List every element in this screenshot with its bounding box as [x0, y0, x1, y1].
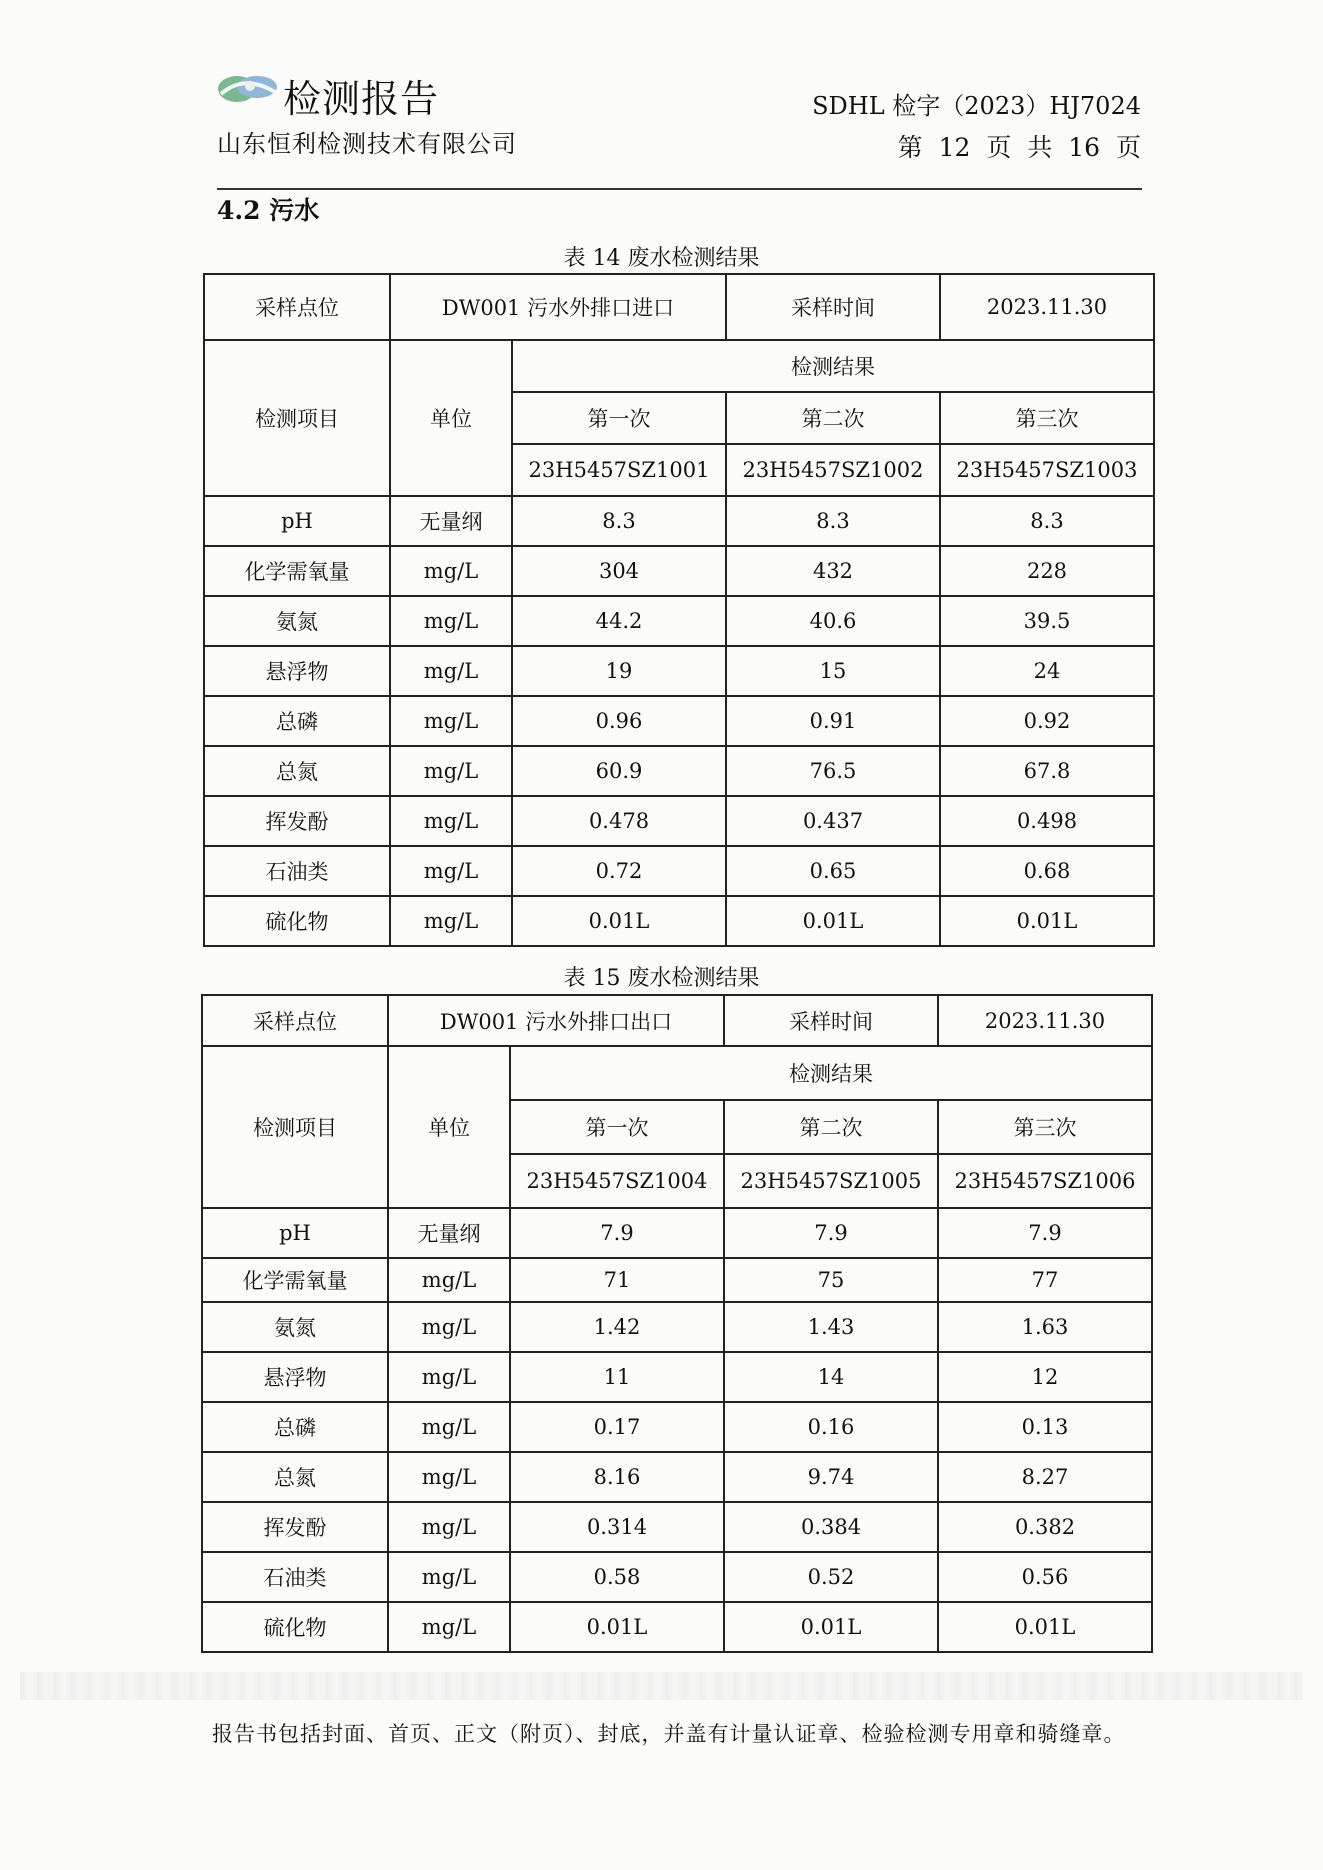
unit-cell: mg/L: [390, 596, 512, 646]
item-cell: 石油类: [202, 1552, 388, 1602]
round-header: 第三次: [940, 392, 1154, 444]
value-cell: 75: [724, 1258, 938, 1302]
round-header: 第三次: [938, 1100, 1152, 1154]
value-cell: 228: [940, 546, 1154, 596]
value-cell: 0.92: [940, 696, 1154, 746]
value-cell: 7.9: [724, 1208, 938, 1258]
results-header: 检测结果: [512, 340, 1154, 392]
value-cell: 14: [724, 1352, 938, 1402]
value-cell: 0.01L: [726, 896, 940, 946]
item-cell: 氨氮: [202, 1302, 388, 1352]
item-cell: 化学需氧量: [202, 1258, 388, 1302]
sample-id: 23H5457SZ1003: [940, 444, 1154, 496]
sampling-time-value: 2023.11.30: [940, 274, 1154, 340]
value-cell: 7.9: [938, 1208, 1152, 1258]
sampling-point-label: 采样点位: [204, 274, 390, 340]
value-cell: 8.3: [512, 496, 726, 546]
table-row: [202, 1352, 1152, 1402]
results-table-inlet: [203, 273, 1155, 947]
value-cell: 0.478: [512, 796, 726, 846]
unit-cell: mg/L: [388, 1302, 510, 1352]
value-cell: 0.96: [512, 696, 726, 746]
table-row: [204, 646, 1154, 696]
item-cell: 挥发酚: [202, 1502, 388, 1552]
report-number: SDHL 检字（2023）HJ7024: [812, 92, 1141, 120]
value-cell: 39.5: [940, 596, 1154, 646]
table-row: [202, 1208, 1152, 1258]
footer-note: 报告书包括封面、首页、正文（附页）、封底，并盖有计量认证章、检验检测专用章和骑缝章。: [212, 1722, 1126, 1746]
value-cell: 0.17: [510, 1402, 724, 1452]
unit-cell: mg/L: [390, 696, 512, 746]
value-cell: 12: [938, 1352, 1152, 1402]
item-cell: 悬浮物: [202, 1352, 388, 1402]
table-row: [204, 596, 1154, 646]
sampling-time-label: 采样时间: [726, 274, 940, 340]
value-cell: 0.437: [726, 796, 940, 846]
table-row: [202, 1502, 1152, 1552]
table-row: [204, 746, 1154, 796]
value-cell: 0.382: [938, 1502, 1152, 1552]
section-title: 4.2 污水: [217, 196, 320, 225]
unit-cell: mg/L: [388, 1352, 510, 1402]
scan-artifact-band: [20, 1672, 1303, 1700]
test-item-header: 检测项目: [202, 1046, 388, 1208]
header-divider: [217, 188, 1142, 190]
value-cell: 15: [726, 646, 940, 696]
value-cell: 304: [512, 546, 726, 596]
table-row: [202, 1402, 1152, 1452]
sample-id: 23H5457SZ1001: [512, 444, 726, 496]
table-row: [204, 796, 1154, 846]
test-item-header: 检测项目: [204, 340, 390, 496]
value-cell: 0.314: [510, 1502, 724, 1552]
table-row: [202, 1552, 1152, 1602]
unit-cell: mg/L: [390, 796, 512, 846]
value-cell: 0.13: [938, 1402, 1152, 1452]
company-logo-icon: [217, 72, 279, 106]
value-cell: 0.01L: [510, 1602, 724, 1652]
value-cell: 24: [940, 646, 1154, 696]
unit-cell: mg/L: [390, 896, 512, 946]
item-cell: 总氮: [202, 1452, 388, 1502]
value-cell: 432: [726, 546, 940, 596]
value-cell: 0.01L: [724, 1602, 938, 1652]
unit-cell: mg/L: [388, 1258, 510, 1302]
value-cell: 0.72: [512, 846, 726, 896]
unit-cell: 无量纲: [388, 1208, 510, 1258]
value-cell: 8.16: [510, 1452, 724, 1502]
value-cell: 0.58: [510, 1552, 724, 1602]
unit-header: 单位: [390, 340, 512, 496]
value-cell: 44.2: [512, 596, 726, 646]
sampling-time-value: 2023.11.30: [938, 995, 1152, 1046]
item-cell: 氨氮: [204, 596, 390, 646]
value-cell: 60.9: [512, 746, 726, 796]
round-header: 第二次: [726, 392, 940, 444]
unit-cell: mg/L: [390, 646, 512, 696]
value-cell: 9.74: [724, 1452, 938, 1502]
value-cell: 0.68: [940, 846, 1154, 896]
value-cell: 7.9: [510, 1208, 724, 1258]
value-cell: 0.56: [938, 1552, 1152, 1602]
table-row: [202, 1302, 1152, 1352]
table-row: [204, 896, 1154, 946]
value-cell: 40.6: [726, 596, 940, 646]
sample-id: 23H5457SZ1006: [938, 1154, 1152, 1208]
item-cell: 硫化物: [202, 1602, 388, 1652]
results-header: 检测结果: [510, 1046, 1152, 1100]
value-cell: 76.5: [726, 746, 940, 796]
unit-cell: mg/L: [390, 746, 512, 796]
value-cell: 1.43: [724, 1302, 938, 1352]
table-row: [202, 1258, 1152, 1302]
value-cell: 0.01L: [512, 896, 726, 946]
table-row: [202, 1452, 1152, 1502]
sample-id: 23H5457SZ1002: [726, 444, 940, 496]
value-cell: 0.384: [724, 1502, 938, 1552]
value-cell: 8.3: [726, 496, 940, 546]
page-indicator: 第 12 页 共 16 页: [897, 133, 1141, 162]
table-row: [204, 696, 1154, 746]
item-cell: 挥发酚: [204, 796, 390, 846]
value-cell: 0.498: [940, 796, 1154, 846]
value-cell: 0.52: [724, 1552, 938, 1602]
value-cell: 0.65: [726, 846, 940, 896]
value-cell: 8.27: [938, 1452, 1152, 1502]
table-caption: 表 15 废水检测结果: [563, 966, 760, 991]
value-cell: 1.42: [510, 1302, 724, 1352]
sampling-point-value: DW001 污水外排口进口: [390, 274, 726, 340]
item-cell: 总磷: [202, 1402, 388, 1452]
value-cell: 1.63: [938, 1302, 1152, 1352]
round-header: 第一次: [512, 392, 726, 444]
unit-cell: mg/L: [388, 1452, 510, 1502]
item-cell: 石油类: [204, 846, 390, 896]
unit-cell: mg/L: [388, 1402, 510, 1452]
item-cell: pH: [204, 496, 390, 546]
item-cell: 总氮: [204, 746, 390, 796]
unit-cell: mg/L: [388, 1602, 510, 1652]
unit-cell: mg/L: [388, 1552, 510, 1602]
item-cell: 硫化物: [204, 896, 390, 946]
table-caption: 表 14 废水检测结果: [563, 246, 760, 271]
value-cell: 0.01L: [938, 1602, 1152, 1652]
unit-cell: 无量纲: [390, 496, 512, 546]
value-cell: 0.16: [724, 1402, 938, 1452]
sample-id: 23H5457SZ1004: [510, 1154, 724, 1208]
value-cell: 0.01L: [940, 896, 1154, 946]
sample-id: 23H5457SZ1005: [724, 1154, 938, 1208]
unit-cell: mg/L: [390, 546, 512, 596]
unit-cell: mg/L: [388, 1502, 510, 1552]
item-cell: 总磷: [204, 696, 390, 746]
report-title: 检测报告: [283, 77, 440, 121]
company-name: 山东恒利检测技术有限公司: [217, 130, 517, 158]
sampling-point-value: DW001 污水外排口出口: [388, 995, 724, 1046]
value-cell: 77: [938, 1258, 1152, 1302]
item-cell: 化学需氧量: [204, 546, 390, 596]
unit-cell: mg/L: [390, 846, 512, 896]
unit-header: 单位: [388, 1046, 510, 1208]
value-cell: 19: [512, 646, 726, 696]
table-row: [204, 846, 1154, 896]
round-header: 第二次: [724, 1100, 938, 1154]
value-cell: 71: [510, 1258, 724, 1302]
sampling-time-label: 采样时间: [724, 995, 938, 1046]
value-cell: 0.91: [726, 696, 940, 746]
table-row: [204, 546, 1154, 596]
sampling-point-label: 采样点位: [202, 995, 388, 1046]
item-cell: pH: [202, 1208, 388, 1258]
table-row: [202, 1602, 1152, 1652]
item-cell: 悬浮物: [204, 646, 390, 696]
table-row: [204, 496, 1154, 546]
results-table-outlet: [201, 994, 1153, 1653]
round-header: 第一次: [510, 1100, 724, 1154]
value-cell: 8.3: [940, 496, 1154, 546]
value-cell: 67.8: [940, 746, 1154, 796]
value-cell: 11: [510, 1352, 724, 1402]
